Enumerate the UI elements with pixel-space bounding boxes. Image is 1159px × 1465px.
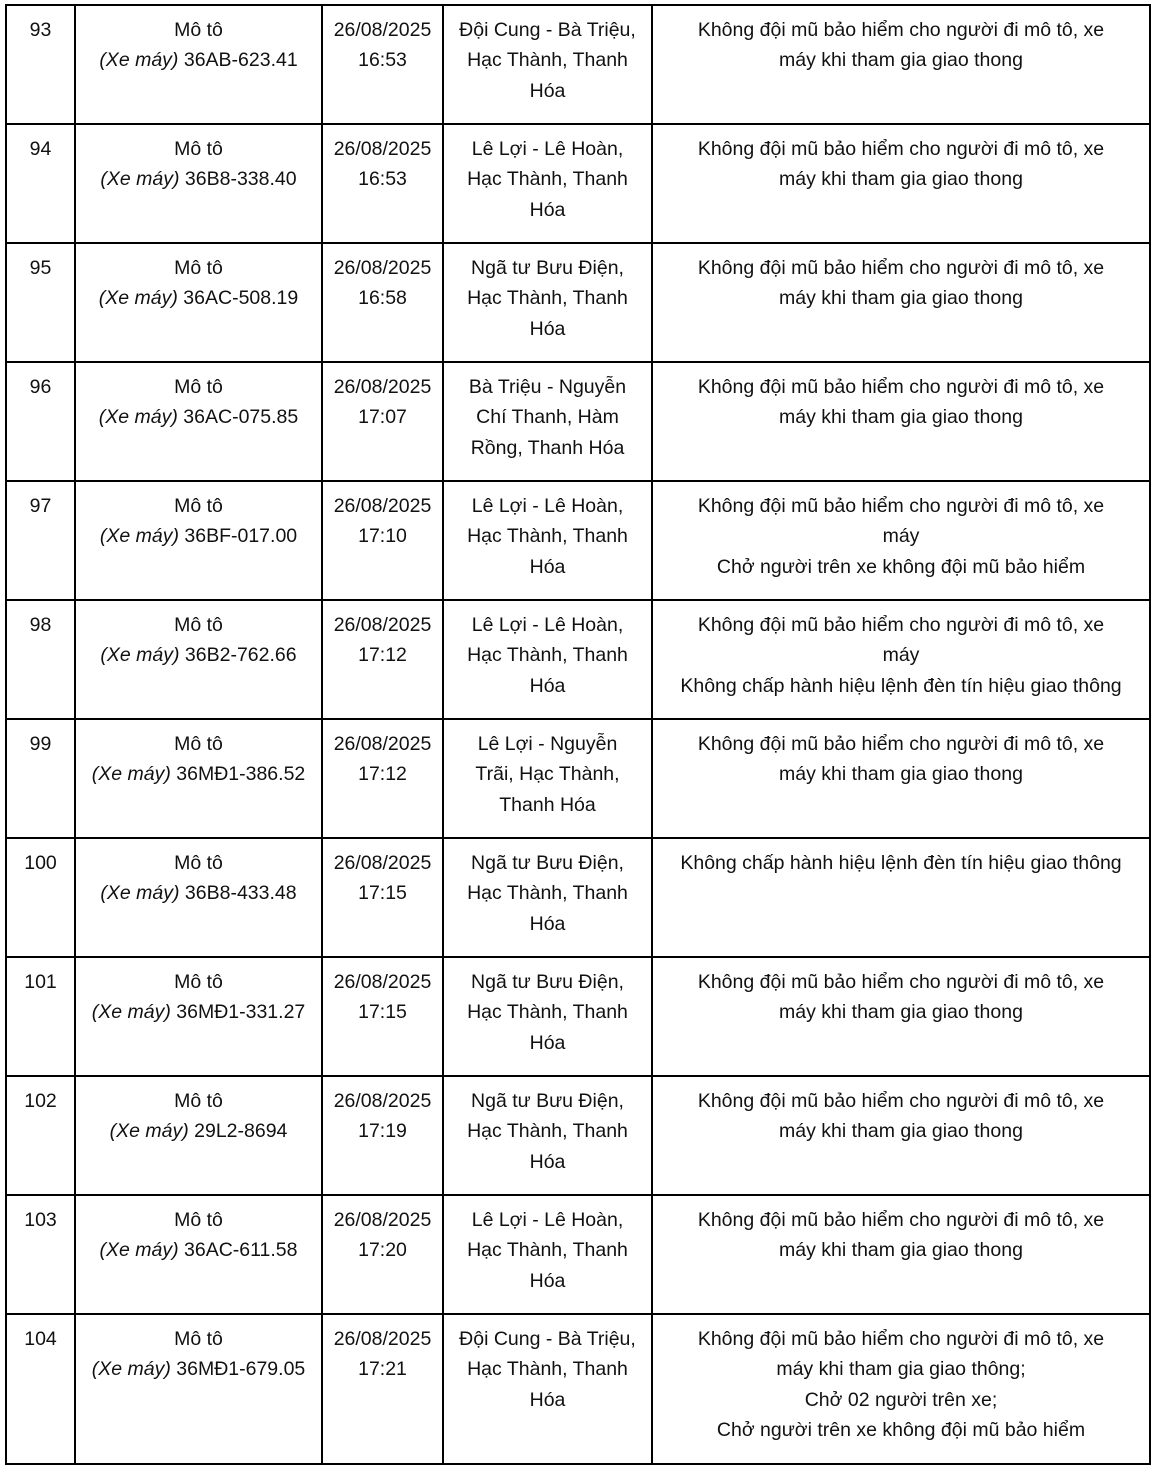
vehicle-plate-line bbox=[80, 1235, 317, 1265]
vehicle-cell bbox=[75, 243, 322, 362]
violation-line: máy khi tham gia giao thong bbox=[779, 49, 1023, 72]
location-line: Lê Lợi - Lê Hoàn, bbox=[471, 1209, 624, 1231]
location-cell bbox=[443, 243, 652, 362]
violation-cell bbox=[652, 124, 1150, 243]
location-line: Hạc Thành, Thanh bbox=[467, 1120, 628, 1143]
location-cell bbox=[443, 124, 652, 243]
location-line: Hạc Thành, Thanh bbox=[467, 1001, 628, 1024]
vehicle-subtype: (Xe máy) bbox=[98, 287, 178, 310]
license-plate: 36B2-762.66 bbox=[184, 644, 297, 667]
location-line: Lê Lợi - Lê Hoàn, bbox=[471, 495, 624, 517]
vehicle-plate-line bbox=[80, 283, 317, 313]
violation-line: máy khi tham gia giao thong bbox=[779, 1120, 1023, 1143]
datetime-cell bbox=[322, 957, 443, 1076]
vehicle-type: Mô tô bbox=[174, 138, 223, 160]
violation-time: 16:53 bbox=[358, 49, 407, 72]
violation-cell bbox=[652, 957, 1150, 1076]
violation-time: 17:12 bbox=[358, 763, 407, 786]
violation-time: 17:15 bbox=[358, 1001, 407, 1024]
vehicle-type: Mô tô bbox=[174, 495, 223, 517]
location-line: Hạc Thành, Thanh bbox=[467, 882, 628, 905]
violation-cell bbox=[652, 1195, 1150, 1314]
vehicle-cell bbox=[75, 600, 322, 719]
datetime-cell bbox=[322, 600, 443, 719]
location-line: Chí Thanh, Hàm bbox=[476, 406, 619, 429]
stt-cell: 94 bbox=[6, 124, 75, 243]
location-line: Hạc Thành, Thanh bbox=[467, 644, 628, 667]
location-line: Lê Lợi - Lê Hoàn, bbox=[471, 614, 624, 636]
table-row bbox=[6, 481, 1150, 600]
location-cell bbox=[443, 1195, 652, 1314]
violation-date: 26/08/2025 bbox=[333, 971, 432, 993]
vehicle-plate-line bbox=[80, 45, 317, 75]
violation-date: 26/08/2025 bbox=[333, 852, 432, 874]
location-line: Hóa bbox=[529, 1269, 566, 1292]
violation-time: 16:53 bbox=[358, 168, 407, 191]
violation-time: 17:19 bbox=[358, 1120, 407, 1143]
violation-line: Không đội mũ bảo hiểm cho người đi mô tô, xe bbox=[697, 138, 1105, 160]
vehicle-type: Mô tô bbox=[174, 852, 223, 874]
location-line: Rồng, Thanh Hóa bbox=[470, 436, 625, 459]
license-plate: 36AC-611.58 bbox=[184, 1239, 298, 1262]
datetime-cell bbox=[322, 5, 443, 124]
violation-cell bbox=[652, 5, 1150, 124]
vehicle-type: Mô tô bbox=[174, 614, 223, 636]
violation-line: máy khi tham gia giao thong bbox=[779, 1239, 1023, 1262]
stt-cell: 98 bbox=[6, 600, 75, 719]
violation-line: máy khi tham gia giao thong bbox=[779, 168, 1023, 191]
datetime-cell bbox=[322, 1314, 443, 1464]
location-line: Đội Cung - Bà Triệu, bbox=[459, 1328, 636, 1350]
datetime-cell bbox=[322, 362, 443, 481]
stt-cell: 101 bbox=[6, 957, 75, 1076]
violation-line: Không chấp hành hiệu lệnh đèn tín hiệu giao thông bbox=[680, 852, 1122, 874]
vehicle-subtype: (Xe máy) bbox=[91, 1358, 171, 1381]
datetime-cell bbox=[322, 719, 443, 838]
location-line: Hạc Thành, Thanh bbox=[467, 287, 628, 310]
license-plate: 29L2-8694 bbox=[194, 1120, 288, 1143]
table-row bbox=[6, 362, 1150, 481]
location-line: Ngã tư Bưu Điện, bbox=[471, 852, 624, 874]
location-cell bbox=[443, 838, 652, 957]
vehicle-subtype: (Xe máy) bbox=[99, 1239, 179, 1262]
location-cell bbox=[443, 600, 652, 719]
table-row bbox=[6, 957, 1150, 1076]
vehicle-cell bbox=[75, 481, 322, 600]
table-row bbox=[6, 838, 1150, 957]
table-row bbox=[6, 719, 1150, 838]
vehicle-type: Mô tô bbox=[174, 971, 223, 993]
violation-cell bbox=[652, 481, 1150, 600]
violation-line: máy khi tham gia giao thong bbox=[779, 763, 1023, 786]
violation-line: Không đội mũ bảo hiểm cho người đi mô tô, xe bbox=[697, 614, 1105, 636]
vehicle-subtype: (Xe máy) bbox=[99, 525, 179, 548]
table-row bbox=[6, 1076, 1150, 1195]
license-plate: 36AC-508.19 bbox=[183, 287, 299, 310]
table-row bbox=[6, 1195, 1150, 1314]
vehicle-type: Mô tô bbox=[174, 376, 223, 398]
location-line: Hóa bbox=[529, 317, 566, 340]
violation-line: Không đội mũ bảo hiểm cho người đi mô tô, xe bbox=[697, 1328, 1105, 1350]
location-line: Hóa bbox=[529, 674, 566, 697]
violation-date: 26/08/2025 bbox=[333, 614, 432, 636]
vehicle-plate-line bbox=[80, 402, 317, 432]
violation-line: Không chấp hành hiệu lệnh đèn tín hiệu giao thông bbox=[680, 674, 1122, 697]
vehicle-subtype: (Xe máy) bbox=[100, 882, 180, 905]
violation-line: Không đội mũ bảo hiểm cho người đi mô tô, xe bbox=[697, 971, 1105, 993]
violation-time: 16:58 bbox=[358, 287, 407, 310]
violation-date: 26/08/2025 bbox=[333, 138, 432, 160]
vehicle-subtype: (Xe máy) bbox=[91, 763, 171, 786]
location-cell bbox=[443, 481, 652, 600]
location-line: Hạc Thành, Thanh bbox=[467, 1358, 628, 1381]
location-line: Hóa bbox=[529, 1388, 566, 1411]
vehicle-subtype: (Xe máy) bbox=[91, 1001, 171, 1024]
table-row bbox=[6, 124, 1150, 243]
datetime-cell bbox=[322, 1076, 443, 1195]
stt-cell: 104 bbox=[6, 1314, 75, 1464]
stt-cell: 99 bbox=[6, 719, 75, 838]
vehicle-cell bbox=[75, 1195, 322, 1314]
vehicle-subtype: (Xe máy) bbox=[99, 49, 179, 72]
stt-cell: 93 bbox=[6, 5, 75, 124]
license-plate: 36MĐ1-679.05 bbox=[176, 1358, 306, 1381]
violation-time: 17:12 bbox=[358, 644, 407, 667]
violation-line: Không đội mũ bảo hiểm cho người đi mô tô, xe bbox=[697, 1090, 1105, 1112]
violation-cell bbox=[652, 838, 1150, 957]
location-line: Hóa bbox=[529, 912, 566, 935]
location-line: Bà Triệu - Nguyễn bbox=[468, 376, 627, 398]
violation-line: Không đội mũ bảo hiểm cho người đi mô tô, xe bbox=[697, 495, 1105, 517]
violation-cell bbox=[652, 362, 1150, 481]
license-plate: 36BF-017.00 bbox=[184, 525, 298, 548]
license-plate: 36B8-433.48 bbox=[184, 882, 297, 905]
vehicle-cell bbox=[75, 957, 322, 1076]
violation-date: 26/08/2025 bbox=[333, 733, 432, 755]
violation-date: 26/08/2025 bbox=[333, 376, 432, 398]
violation-cell bbox=[652, 243, 1150, 362]
location-line: Trãi, Hạc Thành, bbox=[475, 763, 620, 786]
stt-cell: 96 bbox=[6, 362, 75, 481]
location-cell bbox=[443, 719, 652, 838]
location-line: Hạc Thành, Thanh bbox=[467, 168, 628, 191]
stt-cell: 95 bbox=[6, 243, 75, 362]
location-line: Hóa bbox=[529, 79, 566, 102]
vehicle-cell bbox=[75, 5, 322, 124]
datetime-cell bbox=[322, 481, 443, 600]
vehicle-cell bbox=[75, 1314, 322, 1464]
violation-cell bbox=[652, 719, 1150, 838]
location-line: Ngã tư Bưu Điện, bbox=[471, 971, 624, 993]
vehicle-subtype: (Xe máy) bbox=[98, 406, 178, 429]
location-line: Hóa bbox=[529, 1150, 566, 1173]
vehicle-subtype: (Xe máy) bbox=[109, 1120, 189, 1143]
violation-line: máy khi tham gia giao thong bbox=[779, 406, 1023, 429]
vehicle-type: Mô tô bbox=[174, 257, 223, 279]
violation-line: Không đội mũ bảo hiểm cho người đi mô tô, xe bbox=[697, 1209, 1105, 1231]
datetime-cell bbox=[322, 1195, 443, 1314]
vehicle-cell bbox=[75, 124, 322, 243]
license-plate: 36AC-075.85 bbox=[183, 406, 299, 429]
location-line: Hóa bbox=[529, 555, 566, 578]
stt-cell: 102 bbox=[6, 1076, 75, 1195]
vehicle-cell bbox=[75, 838, 322, 957]
violation-line: máy khi tham gia giao thong bbox=[779, 287, 1023, 310]
violations-table bbox=[5, 4, 1151, 1465]
violation-line: Không đội mũ bảo hiểm cho người đi mô tô, xe bbox=[697, 733, 1105, 755]
location-cell bbox=[443, 5, 652, 124]
vehicle-plate-line bbox=[80, 759, 317, 789]
table-row bbox=[6, 600, 1150, 719]
violation-date: 26/08/2025 bbox=[333, 1328, 432, 1350]
vehicle-plate-line bbox=[80, 640, 317, 670]
vehicle-subtype: (Xe máy) bbox=[100, 644, 180, 667]
vehicle-plate-line bbox=[80, 997, 317, 1027]
location-line: Ngã tư Bưu Điện, bbox=[471, 257, 624, 279]
location-line: Hạc Thành, Thanh bbox=[467, 525, 628, 548]
stt-cell: 103 bbox=[6, 1195, 75, 1314]
datetime-cell bbox=[322, 838, 443, 957]
violation-line: Không đội mũ bảo hiểm cho người đi mô tô, xe bbox=[697, 257, 1105, 279]
table-row bbox=[6, 1314, 1150, 1464]
vehicle-plate-line bbox=[80, 1354, 317, 1384]
violation-line: Không đội mũ bảo hiểm cho người đi mô tô, xe bbox=[697, 376, 1105, 398]
location-cell bbox=[443, 1076, 652, 1195]
license-plate: 36B8-338.40 bbox=[184, 168, 297, 191]
location-cell bbox=[443, 1314, 652, 1464]
stt-cell: 100 bbox=[6, 838, 75, 957]
vehicle-type: Mô tô bbox=[174, 1209, 223, 1231]
violation-line: máy bbox=[882, 644, 920, 667]
violation-time: 17:07 bbox=[358, 406, 407, 429]
violation-line: Không đội mũ bảo hiểm cho người đi mô tô, xe bbox=[697, 19, 1105, 41]
location-line: Lê Lợi - Nguyễn bbox=[477, 733, 618, 755]
violation-line: máy bbox=[882, 525, 920, 548]
violation-cell bbox=[652, 600, 1150, 719]
vehicle-plate-line bbox=[80, 1116, 317, 1146]
vehicle-subtype: (Xe máy) bbox=[100, 168, 180, 191]
violation-date: 26/08/2025 bbox=[333, 257, 432, 279]
violation-line: Chở người trên xe không đội mũ bảo hiểm bbox=[716, 1419, 1086, 1442]
violation-date: 26/08/2025 bbox=[333, 495, 432, 517]
violation-time: 17:15 bbox=[358, 882, 407, 905]
location-line: Đội Cung - Bà Triệu, bbox=[459, 19, 636, 41]
vehicle-type: Mô tô bbox=[174, 1090, 223, 1112]
location-line: Ngã tư Bưu Điện, bbox=[471, 1090, 624, 1112]
violation-time: 17:21 bbox=[358, 1358, 407, 1381]
violation-date: 26/08/2025 bbox=[333, 19, 432, 41]
license-plate: 36AB-623.41 bbox=[183, 49, 298, 72]
violation-cell bbox=[652, 1076, 1150, 1195]
vehicle-type: Mô tô bbox=[174, 1328, 223, 1350]
location-line: Lê Lợi - Lê Hoàn, bbox=[471, 138, 624, 160]
violation-line: Chở 02 người trên xe; bbox=[804, 1388, 998, 1411]
vehicle-type: Mô tô bbox=[174, 19, 223, 41]
location-cell bbox=[443, 362, 652, 481]
violation-line: Chở người trên xe không đội mũ bảo hiểm bbox=[716, 555, 1086, 578]
location-line: Hạc Thành, Thanh bbox=[467, 1239, 628, 1262]
vehicle-type: Mô tô bbox=[174, 733, 223, 755]
license-plate: 36MĐ1-331.27 bbox=[176, 1001, 306, 1024]
violation-date: 26/08/2025 bbox=[333, 1209, 432, 1231]
violation-date: 26/08/2025 bbox=[333, 1090, 432, 1112]
vehicle-cell bbox=[75, 362, 322, 481]
table-row bbox=[6, 5, 1150, 124]
location-line: Hóa bbox=[529, 198, 566, 221]
datetime-cell bbox=[322, 243, 443, 362]
location-line: Thanh Hóa bbox=[499, 793, 596, 816]
datetime-cell bbox=[322, 124, 443, 243]
vehicle-plate-line bbox=[80, 521, 317, 551]
stt-cell: 97 bbox=[6, 481, 75, 600]
vehicle-cell bbox=[75, 719, 322, 838]
vehicle-plate-line bbox=[80, 878, 317, 908]
location-line: Hạc Thành, Thanh bbox=[467, 49, 628, 72]
violation-cell bbox=[652, 1314, 1150, 1464]
license-plate: 36MĐ1-386.52 bbox=[176, 763, 306, 786]
violation-line: máy khi tham gia giao thong bbox=[779, 1001, 1023, 1024]
vehicle-plate-line bbox=[80, 164, 317, 194]
violation-line: máy khi tham gia giao thông; bbox=[776, 1358, 1026, 1381]
violations-table-body bbox=[6, 5, 1150, 1464]
violation-time: 17:10 bbox=[358, 525, 407, 548]
violation-time: 17:20 bbox=[358, 1239, 407, 1262]
vehicle-cell bbox=[75, 1076, 322, 1195]
location-line: Hóa bbox=[529, 1031, 566, 1054]
table-row bbox=[6, 243, 1150, 362]
location-cell bbox=[443, 957, 652, 1076]
